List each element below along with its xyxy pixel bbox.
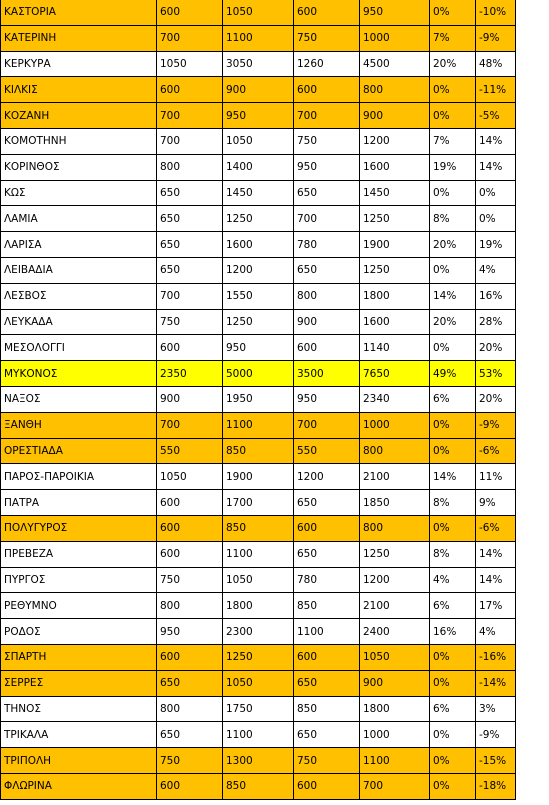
percent-cell-2[interactable]: 14% <box>476 541 516 567</box>
percent-cell-2[interactable]: -6% <box>476 438 516 464</box>
percent-cell-2[interactable]: 9% <box>476 490 516 516</box>
value-cell-4[interactable]: 800 <box>360 77 430 103</box>
value-cell-1[interactable]: 800 <box>157 593 223 619</box>
city-cell[interactable]: ΚΙΛΚΙΣ <box>1 77 157 103</box>
value-cell-2[interactable]: 850 <box>223 515 294 541</box>
percent-cell-1[interactable]: 0% <box>430 773 476 799</box>
percent-cell-1[interactable]: 20% <box>430 232 476 258</box>
percent-cell-2[interactable]: 53% <box>476 361 516 387</box>
value-cell-1[interactable]: 650 <box>157 722 223 748</box>
table-row <box>1 490 516 516</box>
value-cell-3[interactable]: 700 <box>294 103 360 129</box>
percent-cell-2[interactable]: 14% <box>476 154 516 180</box>
value-cell-3[interactable]: 780 <box>294 232 360 258</box>
value-cell-1[interactable]: 700 <box>157 128 223 154</box>
table-row <box>1 154 516 180</box>
percent-cell-1[interactable]: 49% <box>430 361 476 387</box>
percent-cell-1[interactable]: 0% <box>430 335 476 361</box>
value-cell-1[interactable]: 800 <box>157 696 223 722</box>
value-cell-4[interactable]: 4500 <box>360 51 430 77</box>
percent-cell-1[interactable]: 14% <box>430 283 476 309</box>
value-cell-4[interactable]: 1250 <box>360 257 430 283</box>
value-cell-2[interactable]: 5000 <box>223 361 294 387</box>
percent-cell-1[interactable]: 0% <box>430 438 476 464</box>
value-cell-1[interactable]: 600 <box>157 0 223 25</box>
value-cell-3[interactable]: 700 <box>294 206 360 232</box>
value-cell-4[interactable]: 1200 <box>360 567 430 593</box>
value-cell-1[interactable]: 750 <box>157 567 223 593</box>
city-cell[interactable]: ΚΟΡΙΝΘΟΣ <box>1 154 157 180</box>
value-cell-4[interactable]: 800 <box>360 515 430 541</box>
value-cell-1[interactable]: 900 <box>157 386 223 412</box>
value-cell-4[interactable]: 1100 <box>360 748 430 774</box>
percent-cell-1[interactable]: 20% <box>430 309 476 335</box>
percent-cell-1[interactable]: 6% <box>430 696 476 722</box>
percent-cell-1[interactable]: 7% <box>430 25 476 51</box>
percent-cell-2[interactable]: -9% <box>476 412 516 438</box>
value-cell-1[interactable]: 650 <box>157 206 223 232</box>
value-cell-3[interactable]: 1100 <box>294 619 360 645</box>
value-cell-1[interactable]: 600 <box>157 515 223 541</box>
city-cell[interactable]: ΠΡΕΒΕΖΑ <box>1 541 157 567</box>
table-row <box>1 593 516 619</box>
percent-cell-1[interactable]: 0% <box>430 77 476 103</box>
table-row <box>1 438 516 464</box>
table-row <box>1 309 516 335</box>
percent-cell-2[interactable]: 4% <box>476 619 516 645</box>
value-cell-3[interactable]: 600 <box>294 0 360 25</box>
city-cell[interactable]: ΠΟΛΥΓΥΡΟΣ <box>1 515 157 541</box>
city-cell[interactable]: ΝΑΞΟΣ <box>1 386 157 412</box>
table-row <box>1 335 516 361</box>
city-cell[interactable]: ΠΑΡΟΣ-ΠΑΡΟΙΚΙΑ <box>1 464 157 490</box>
value-cell-2[interactable]: 2300 <box>223 619 294 645</box>
value-cell-2[interactable]: 1300 <box>223 748 294 774</box>
percent-cell-1[interactable]: 0% <box>430 0 476 25</box>
value-cell-2[interactable]: 1400 <box>223 154 294 180</box>
percent-cell-2[interactable]: -18% <box>476 773 516 799</box>
value-cell-3[interactable]: 1200 <box>294 464 360 490</box>
percent-cell-1[interactable]: 4% <box>430 567 476 593</box>
value-cell-4[interactable]: 1250 <box>360 541 430 567</box>
spreadsheet-body <box>1 0 516 799</box>
percent-cell-1[interactable]: 7% <box>430 128 476 154</box>
value-cell-1[interactable]: 650 <box>157 670 223 696</box>
city-cell[interactable]: ΛΑΜΙΑ <box>1 206 157 232</box>
percent-cell-2[interactable]: 20% <box>476 335 516 361</box>
value-cell-3[interactable]: 600 <box>294 773 360 799</box>
percent-cell-1[interactable]: 14% <box>430 464 476 490</box>
table-row <box>1 567 516 593</box>
table-row <box>1 696 516 722</box>
value-cell-2[interactable]: 1550 <box>223 283 294 309</box>
percent-cell-2[interactable]: 19% <box>476 232 516 258</box>
value-cell-3[interactable]: 850 <box>294 593 360 619</box>
value-cell-4[interactable]: 900 <box>360 103 430 129</box>
percent-cell-2[interactable]: -14% <box>476 670 516 696</box>
value-cell-1[interactable]: 700 <box>157 25 223 51</box>
table-row <box>1 386 516 412</box>
value-cell-1[interactable]: 800 <box>157 154 223 180</box>
percent-cell-2[interactable]: -6% <box>476 515 516 541</box>
value-cell-2[interactable]: 850 <box>223 438 294 464</box>
value-cell-4[interactable]: 1250 <box>360 206 430 232</box>
value-cell-4[interactable]: 7650 <box>360 361 430 387</box>
value-cell-2[interactable]: 1750 <box>223 696 294 722</box>
value-cell-2[interactable]: 1950 <box>223 386 294 412</box>
percent-cell-1[interactable]: 0% <box>430 644 476 670</box>
table-row <box>1 283 516 309</box>
percent-cell-2[interactable]: 16% <box>476 283 516 309</box>
value-cell-1[interactable]: 600 <box>157 644 223 670</box>
value-cell-3[interactable]: 700 <box>294 412 360 438</box>
percent-cell-1[interactable]: 19% <box>430 154 476 180</box>
value-cell-4[interactable]: 900 <box>360 670 430 696</box>
percent-cell-2[interactable]: -9% <box>476 722 516 748</box>
value-cell-1[interactable]: 1050 <box>157 51 223 77</box>
city-cell[interactable]: ΚΟΜΟΤΗΝΗ <box>1 128 157 154</box>
value-cell-3[interactable]: 1260 <box>294 51 360 77</box>
city-cell[interactable]: ΜΕΣΟΛΟΓΓΙ <box>1 335 157 361</box>
table-row <box>1 206 516 232</box>
percent-cell-2[interactable]: -5% <box>476 103 516 129</box>
value-cell-3[interactable]: 600 <box>294 515 360 541</box>
table-row <box>1 180 516 206</box>
percent-cell-1[interactable]: 0% <box>430 412 476 438</box>
table-row <box>1 670 516 696</box>
value-cell-2[interactable]: 1050 <box>223 567 294 593</box>
percent-cell-1[interactable]: 0% <box>430 515 476 541</box>
percent-cell-1[interactable]: 0% <box>430 670 476 696</box>
value-cell-3[interactable]: 800 <box>294 283 360 309</box>
city-cell[interactable]: ΛΕΣΒΟΣ <box>1 283 157 309</box>
percent-cell-2[interactable]: 11% <box>476 464 516 490</box>
value-cell-3[interactable]: 650 <box>294 670 360 696</box>
value-cell-2[interactable]: 1050 <box>223 670 294 696</box>
city-cell[interactable]: ΡΕΘΥΜΝΟ <box>1 593 157 619</box>
percent-cell-2[interactable]: 28% <box>476 309 516 335</box>
value-cell-1[interactable]: 650 <box>157 180 223 206</box>
percent-cell-2[interactable]: 0% <box>476 206 516 232</box>
city-cell[interactable]: ΞΑΝΘΗ <box>1 412 157 438</box>
city-cell[interactable]: ΤΡΙΚΑΛΑ <box>1 722 157 748</box>
value-cell-1[interactable]: 950 <box>157 619 223 645</box>
city-cell[interactable]: ΠΥΡΓΟΣ <box>1 567 157 593</box>
percent-cell-2[interactable]: -10% <box>476 0 516 25</box>
value-cell-4[interactable]: 2400 <box>360 619 430 645</box>
value-cell-2[interactable]: 1250 <box>223 309 294 335</box>
percent-cell-1[interactable]: 16% <box>430 619 476 645</box>
value-cell-2[interactable]: 1050 <box>223 0 294 25</box>
city-cell[interactable]: ΣΕΡΡΕΣ <box>1 670 157 696</box>
value-cell-2[interactable]: 1100 <box>223 541 294 567</box>
city-cell[interactable]: ΛΕΥΚΑΔΑ <box>1 309 157 335</box>
value-cell-2[interactable]: 900 <box>223 77 294 103</box>
value-cell-1[interactable]: 600 <box>157 490 223 516</box>
value-cell-4[interactable]: 2340 <box>360 386 430 412</box>
value-cell-4[interactable]: 1000 <box>360 412 430 438</box>
percent-cell-1[interactable]: 0% <box>430 103 476 129</box>
value-cell-1[interactable]: 550 <box>157 438 223 464</box>
city-cell[interactable]: ΤΗΝΟΣ <box>1 696 157 722</box>
table-row <box>1 128 516 154</box>
percent-cell-2[interactable]: -9% <box>476 25 516 51</box>
percent-cell-2[interactable]: -11% <box>476 77 516 103</box>
table-row <box>1 257 516 283</box>
value-cell-1[interactable]: 750 <box>157 748 223 774</box>
value-cell-2[interactable]: 1100 <box>223 412 294 438</box>
value-cell-1[interactable]: 700 <box>157 103 223 129</box>
table-row <box>1 464 516 490</box>
city-cell[interactable]: ΜΥΚΟΝΟΣ <box>1 361 157 387</box>
value-cell-2[interactable]: 1800 <box>223 593 294 619</box>
value-cell-2[interactable]: 1900 <box>223 464 294 490</box>
value-cell-4[interactable]: 1000 <box>360 25 430 51</box>
value-cell-4[interactable]: 1000 <box>360 722 430 748</box>
value-cell-1[interactable]: 700 <box>157 283 223 309</box>
city-cell[interactable]: ΤΡΙΠΟΛΗ <box>1 748 157 774</box>
value-cell-3[interactable]: 600 <box>294 335 360 361</box>
table-row <box>1 77 516 103</box>
table-row <box>1 541 516 567</box>
value-cell-1[interactable]: 650 <box>157 257 223 283</box>
value-cell-3[interactable]: 950 <box>294 154 360 180</box>
value-cell-2[interactable]: 3050 <box>223 51 294 77</box>
percent-cell-1[interactable]: 0% <box>430 257 476 283</box>
value-cell-4[interactable]: 800 <box>360 438 430 464</box>
value-cell-4[interactable]: 2100 <box>360 593 430 619</box>
value-cell-3[interactable]: 600 <box>294 77 360 103</box>
value-cell-1[interactable]: 650 <box>157 232 223 258</box>
table-row <box>1 722 516 748</box>
percent-cell-1[interactable]: 8% <box>430 206 476 232</box>
value-cell-4[interactable]: 1850 <box>360 490 430 516</box>
value-cell-2[interactable]: 1200 <box>223 257 294 283</box>
value-cell-4[interactable]: 2100 <box>360 464 430 490</box>
percent-cell-1[interactable]: 6% <box>430 386 476 412</box>
value-cell-1[interactable]: 700 <box>157 412 223 438</box>
table-row <box>1 619 516 645</box>
value-cell-2[interactable]: 1450 <box>223 180 294 206</box>
value-cell-3[interactable]: 900 <box>294 309 360 335</box>
value-cell-3[interactable]: 600 <box>294 644 360 670</box>
city-cell[interactable]: ΚΟΖΑΝΗ <box>1 103 157 129</box>
table-row <box>1 232 516 258</box>
value-cell-3[interactable]: 550 <box>294 438 360 464</box>
value-cell-3[interactable]: 750 <box>294 25 360 51</box>
percent-cell-1[interactable]: 8% <box>430 541 476 567</box>
table-row <box>1 361 516 387</box>
percent-cell-2[interactable]: 20% <box>476 386 516 412</box>
table-row <box>1 773 516 799</box>
value-cell-2[interactable]: 950 <box>223 335 294 361</box>
value-cell-3[interactable]: 650 <box>294 490 360 516</box>
value-cell-4[interactable]: 1450 <box>360 180 430 206</box>
percent-cell-1[interactable]: 20% <box>430 51 476 77</box>
percent-cell-2[interactable]: 14% <box>476 567 516 593</box>
value-cell-2[interactable]: 1050 <box>223 128 294 154</box>
city-cell[interactable]: ΛΑΡΙΣΑ <box>1 232 157 258</box>
city-cell[interactable]: ΡΟΔΟΣ <box>1 619 157 645</box>
percent-cell-2[interactable]: 14% <box>476 128 516 154</box>
city-cell[interactable]: ΚΩΣ <box>1 180 157 206</box>
value-cell-2[interactable]: 950 <box>223 103 294 129</box>
value-cell-4[interactable]: 1800 <box>360 283 430 309</box>
table-row <box>1 644 516 670</box>
percent-cell-2[interactable]: 4% <box>476 257 516 283</box>
value-cell-4[interactable]: 1050 <box>360 644 430 670</box>
value-cell-1[interactable]: 600 <box>157 773 223 799</box>
value-cell-1[interactable]: 600 <box>157 77 223 103</box>
value-cell-3[interactable]: 850 <box>294 696 360 722</box>
value-cell-2[interactable]: 1100 <box>223 25 294 51</box>
value-cell-4[interactable]: 1140 <box>360 335 430 361</box>
value-cell-4[interactable]: 700 <box>360 773 430 799</box>
value-cell-1[interactable]: 1050 <box>157 464 223 490</box>
percent-cell-1[interactable]: 6% <box>430 593 476 619</box>
value-cell-4[interactable]: 1600 <box>360 154 430 180</box>
value-cell-4[interactable]: 950 <box>360 0 430 25</box>
value-cell-2[interactable]: 850 <box>223 773 294 799</box>
value-cell-1[interactable]: 2350 <box>157 361 223 387</box>
table-row <box>1 0 516 25</box>
percent-cell-2[interactable]: -15% <box>476 748 516 774</box>
value-cell-2[interactable]: 1600 <box>223 232 294 258</box>
value-cell-2[interactable]: 1250 <box>223 644 294 670</box>
value-cell-1[interactable]: 600 <box>157 335 223 361</box>
table-row <box>1 25 516 51</box>
value-cell-3[interactable]: 750 <box>294 748 360 774</box>
value-cell-3[interactable]: 650 <box>294 722 360 748</box>
table-row <box>1 103 516 129</box>
percent-cell-1[interactable]: 8% <box>430 490 476 516</box>
value-cell-3[interactable]: 650 <box>294 541 360 567</box>
percent-cell-1[interactable]: 0% <box>430 722 476 748</box>
value-cell-2[interactable]: 1250 <box>223 206 294 232</box>
value-cell-1[interactable]: 750 <box>157 309 223 335</box>
value-cell-4[interactable]: 1900 <box>360 232 430 258</box>
value-cell-3[interactable]: 950 <box>294 386 360 412</box>
value-cell-2[interactable]: 1100 <box>223 722 294 748</box>
percent-cell-2[interactable]: 48% <box>476 51 516 77</box>
city-cell[interactable]: ΚΑΤΕΡΙΝΗ <box>1 25 157 51</box>
table-row <box>1 748 516 774</box>
value-cell-4[interactable]: 1800 <box>360 696 430 722</box>
city-cell[interactable]: ΚΑΣΤΟΡΙΑ <box>1 0 157 25</box>
value-cell-4[interactable]: 1200 <box>360 128 430 154</box>
percent-cell-2[interactable]: 3% <box>476 696 516 722</box>
value-cell-3[interactable]: 650 <box>294 180 360 206</box>
table-row <box>1 515 516 541</box>
value-cell-3[interactable]: 750 <box>294 128 360 154</box>
value-cell-4[interactable]: 1600 <box>360 309 430 335</box>
city-cell[interactable]: ΟΡΕΣΤΙΑΔΑ <box>1 438 157 464</box>
value-cell-1[interactable]: 600 <box>157 541 223 567</box>
percent-cell-1[interactable]: 0% <box>430 748 476 774</box>
city-cell[interactable]: ΣΠΑΡΤΗ <box>1 644 157 670</box>
table-row <box>1 51 516 77</box>
table-row <box>1 412 516 438</box>
percent-cell-1[interactable]: 0% <box>430 180 476 206</box>
value-cell-3[interactable]: 650 <box>294 257 360 283</box>
percent-cell-2[interactable]: -16% <box>476 644 516 670</box>
city-cell[interactable]: ΚΕΡΚΥΡΑ <box>1 51 157 77</box>
value-cell-2[interactable]: 1700 <box>223 490 294 516</box>
percent-cell-2[interactable]: 0% <box>476 180 516 206</box>
city-cell[interactable]: ΛΕΙΒΑΔΙΑ <box>1 257 157 283</box>
city-cell[interactable]: ΠΑΤΡΑ <box>1 490 157 516</box>
value-cell-3[interactable]: 3500 <box>294 361 360 387</box>
percent-cell-2[interactable]: 17% <box>476 593 516 619</box>
value-cell-3[interactable]: 780 <box>294 567 360 593</box>
city-cell[interactable]: ΦΛΩΡΙΝΑ <box>1 773 157 799</box>
